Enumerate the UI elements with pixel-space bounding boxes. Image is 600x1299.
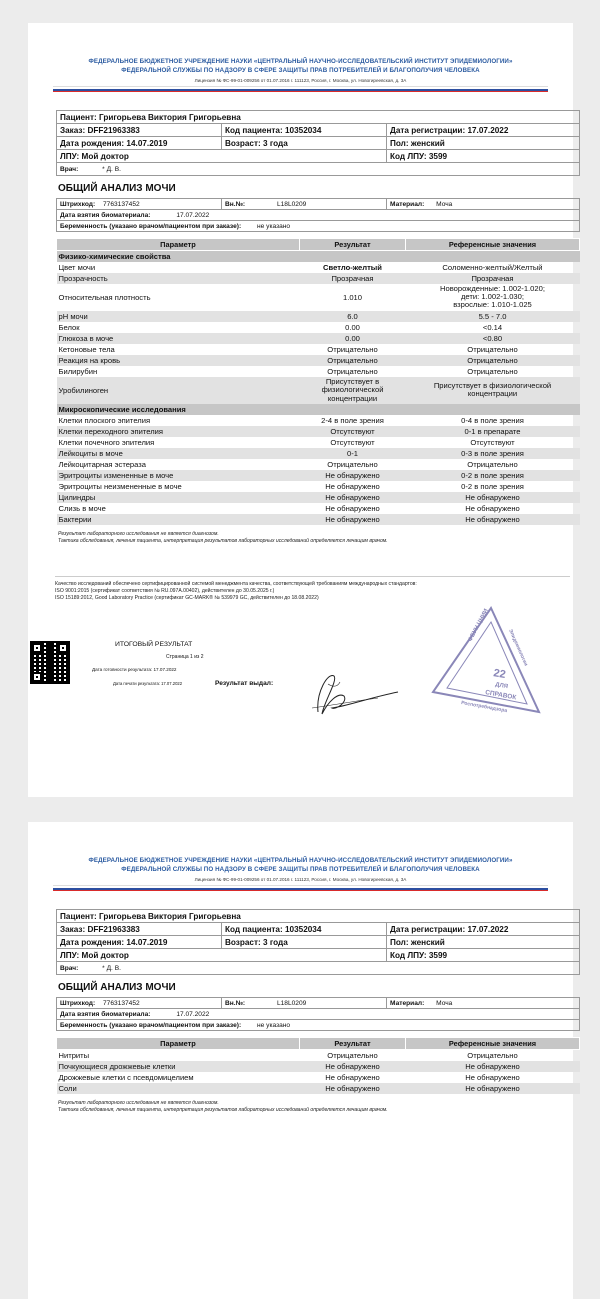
param-name: Реакция на кровь	[57, 355, 300, 366]
material-value: Моча	[436, 200, 453, 208]
result-value: 6.0	[300, 311, 406, 322]
org-line-2: ФЕДЕРАЛЬНОЙ СЛУЖБЫ ПО НАДЗОРУ В СФЕРЕ ЗАЩИТЫ ПРАВ ПОТРЕБИТЕЛЕЙ И БЛАГОПОЛУЧИЯ ЧЕЛОВЕКА	[121, 866, 480, 873]
ref-value: <0.80	[406, 333, 580, 344]
qr-code-icon	[30, 641, 70, 684]
ref-value: Соломенно-желтый/Желтый	[442, 262, 543, 272]
signature-icon	[288, 662, 408, 722]
result-value: Отсутствуют	[300, 426, 406, 437]
note-line-2: Тактика обследования, лечения пациента, интерпретация результатов лабораторных исследований определяется лечащим врачом.	[58, 1107, 388, 1113]
param-name: Клетки плоского эпителия	[58, 415, 151, 425]
table-row	[57, 492, 580, 503]
ref-value: Не обнаружено	[406, 1061, 580, 1072]
lpu-code: Код ЛПУ: 3599	[387, 150, 580, 163]
flag-stripe	[53, 885, 548, 891]
param-name: Лейкоциты в моче	[57, 448, 300, 459]
registration-date: Дата регистрации: 17.07.2022	[387, 124, 580, 137]
result-value: Отрицательно	[327, 366, 378, 376]
stamp-text-bottom: Роспотребнадзора	[460, 700, 508, 715]
result-value: Не обнаружено	[300, 470, 406, 481]
ref-value: 0-1 в препарате	[406, 426, 580, 437]
material-value: Моча	[436, 999, 453, 1007]
table-row	[57, 355, 580, 366]
patient-info	[56, 909, 580, 975]
param-name: Клетки переходного эпителия	[57, 426, 300, 437]
param-name: Кетоновые тела	[58, 344, 115, 354]
analysis-title: ОБЩИЙ АНАЛИЗ МОЧИ	[58, 183, 176, 194]
result-value: Отрицательно	[300, 355, 406, 366]
doctor-value: * Д. В.	[102, 165, 121, 173]
quality-line-3: ISO 15189:2012, Good Laboratory Practice (сертификат GC-MARK® № 539979 GC, действителен до 18.08.2022)	[55, 594, 319, 601]
param-name: Слизь в моче	[58, 503, 106, 513]
org-header	[28, 822, 573, 874]
result-value	[300, 377, 406, 404]
table-row	[57, 333, 580, 344]
result-value: Отсутствуют	[330, 437, 375, 447]
ref-line: дети: 1.002-1.030;	[461, 291, 524, 301]
col-result: Результат	[300, 239, 406, 251]
results-table	[56, 238, 580, 525]
order-number: Заказ: DFF21963383	[57, 124, 222, 137]
patient-code: Код пациента: 10352034	[222, 923, 387, 936]
sample-info	[56, 997, 580, 1031]
param-name: Дрожжевые клетки с псевдомицелием	[58, 1072, 194, 1082]
ref-value: Отрицательно	[467, 1050, 518, 1060]
param-name: Нитриты	[58, 1050, 90, 1060]
org-header	[28, 23, 573, 75]
ref-line: Присутствует в физиологической	[433, 380, 552, 390]
print-date: Дата печати результата: 17.07.2022	[113, 681, 183, 686]
col-ref: Референсные значения	[406, 239, 580, 251]
result-value: Не обнаружено	[325, 1072, 380, 1082]
barcode-value: 7763137452	[102, 999, 140, 1007]
result-value: Отрицательно	[327, 459, 378, 469]
param-name: Цилиндры	[57, 492, 300, 503]
result-value: 2-4 в поле зрения	[321, 415, 384, 425]
ref-value: Отрицательно	[467, 459, 518, 469]
section-physchem: Физико-химические свойства	[57, 251, 580, 262]
result-line: физиологической	[321, 385, 384, 395]
result-value: 0-1	[300, 448, 406, 459]
table-row	[57, 415, 580, 426]
results-table-page-2	[56, 1037, 580, 1094]
result-value: Не обнаружено	[325, 503, 380, 513]
ref-value: Не обнаружено	[406, 1083, 580, 1094]
barcode-label: Штрихкод:	[60, 200, 96, 208]
ref-value: 0-4 в поле зрения	[461, 415, 524, 425]
material-label: Материал:	[390, 200, 425, 208]
barcode-value: 7763137452	[102, 200, 140, 208]
stamp-text-top: ФБУН ЦНИИ	[467, 608, 490, 643]
ref-value: 0-2 в поле зрения	[461, 481, 524, 491]
result-line: концентрации	[327, 393, 378, 403]
birth-date: Дата рождения: 14.07.2019	[57, 137, 222, 150]
note-line-1: Результат лабораторного исследования не является диагнозом.	[58, 1099, 219, 1106]
param-name: Белок	[58, 322, 80, 332]
table-row	[57, 1050, 580, 1061]
ref-value	[406, 284, 580, 311]
table-row	[57, 437, 580, 448]
registration-date: Дата регистрации: 17.07.2022	[387, 923, 580, 936]
result-value: Не обнаружено	[300, 1083, 406, 1094]
param-name: Эритроциты неизмененные в моче	[58, 481, 182, 491]
doctor-row	[57, 962, 580, 975]
inner-no-label: Вн.№:	[225, 200, 246, 208]
quality-line-2: ISO 9001:2015 (сертификат соответствия № RU.097A.00402), действителен до 30.05.2025 г.)	[55, 587, 275, 594]
ref-value: Отрицательно	[406, 355, 580, 366]
ref-value: Отрицательно	[467, 366, 518, 376]
param-name: Эритроциты измененные в моче	[57, 470, 300, 481]
table-row	[57, 459, 580, 470]
stamp-text-side: Эпидемиологии	[507, 628, 529, 668]
table-row	[57, 1083, 580, 1094]
table-row	[57, 503, 580, 514]
ref-value: Отсутствуют	[470, 437, 515, 447]
result-value: Не обнаружено	[300, 514, 406, 525]
param-name: Относительная плотность	[58, 292, 151, 302]
result-value: Не обнаружено	[300, 1061, 406, 1072]
note-line-2: Тактика обследования, лечения пациента, интерпретация результатов лабораторных исследований определяется лечащим врачом.	[58, 538, 388, 545]
inner-no-label: Вн.№:	[225, 999, 246, 1007]
final-result-title: ИТОГОВЫЙ РЕЗУЛЬТАТ	[115, 641, 193, 648]
col-param: Параметр	[57, 1038, 300, 1050]
ready-date: Дата готовности результата: 17.07.2022	[92, 667, 177, 672]
ref-value: Не обнаружено	[406, 514, 580, 525]
table-row	[57, 366, 580, 377]
ref-value: 0-3 в поле зрения	[406, 448, 580, 459]
table-row	[57, 1061, 580, 1072]
report-page-2	[28, 822, 573, 1299]
quality-statement	[55, 576, 570, 602]
param-name: Бактерии	[57, 514, 300, 525]
sample-date-value: 17.07.2022	[176, 211, 210, 219]
lpu-code: Код ЛПУ: 3599	[387, 949, 580, 962]
disclaimer	[58, 1100, 573, 1115]
patient-name: Пациент: Григорьева Виктория Григорьевна	[57, 111, 580, 124]
doctor-value: * Д. В.	[102, 964, 121, 972]
ref-value: Не обнаружено	[465, 1072, 520, 1082]
patient-sex: Пол: женский	[387, 137, 580, 150]
ref-value: Прозрачная	[406, 273, 580, 284]
org-line-1: ФЕДЕРАЛЬНОЕ БЮДЖЕТНОЕ УЧРЕЖДЕНИЕ НАУКИ «ЦЕНТРАЛЬНЫЙ НАУЧНО-ИССЛЕДОВАТЕЛЬСКИЙ ИНСТИТУТ ЭПИДЕМИОЛОГИИ»	[88, 857, 513, 864]
analysis-title: ОБЩИЙ АНАЛИЗ МОЧИ	[58, 982, 176, 993]
result-value: 1.010	[342, 292, 362, 302]
result-value: Отрицательно	[327, 1050, 378, 1060]
col-ref: Референсные значения	[406, 1038, 580, 1050]
doctor-label: Врач:	[60, 964, 79, 972]
inner-no-value: L18L0209	[276, 200, 307, 208]
param-name: Клетки почечного эпителия	[58, 437, 155, 447]
table-row	[57, 377, 580, 404]
org-line-2: ФЕДЕРАЛЬНОЙ СЛУЖБЫ ПО НАДЗОРУ В СФЕРЕ ЗАЩИТЫ ПРАВ ПОТРЕБИТЕЛЕЙ И БЛАГОПОЛУЧИЯ ЧЕЛОВЕКА	[121, 67, 480, 74]
stamp-icon	[425, 600, 545, 725]
ref-line: Новорожденные: 1.002-1.020;	[440, 283, 545, 293]
page-number: Страница 1 из 2	[166, 654, 204, 660]
ref-value: <0.14	[482, 322, 503, 332]
sample-date-value: 17.07.2022	[176, 1010, 210, 1018]
note-line-1: Результат лабораторного исследования не является диагнозом.	[58, 530, 219, 537]
table-row	[57, 273, 580, 284]
param-name: pH мочи	[57, 311, 300, 322]
ref-line: взрослые: 1.010-1.025	[453, 300, 532, 310]
param-name: Билирубин	[58, 366, 98, 376]
sample-date-label: Дата взятия биоматериала:	[60, 1010, 151, 1018]
stamp-word-1: ДЛЯ	[494, 682, 509, 691]
material-label: Материал:	[390, 999, 425, 1007]
col-result: Результат	[300, 1038, 406, 1050]
micro-rows	[57, 415, 580, 525]
table-row	[57, 470, 580, 481]
org-line-1: ФЕДЕРАЛЬНОЕ БЮДЖЕТНОЕ УЧРЕЖДЕНИЕ НАУКИ «ЦЕНТРАЛЬНЫЙ НАУЧНО-ИССЛЕДОВАТЕЛЬСКИЙ ИНСТИТУТ ЭПИДЕМИОЛОГИИ»	[88, 58, 513, 65]
inner-no-value: L18L0209	[276, 999, 307, 1007]
param-name: Прозрачность	[57, 273, 300, 284]
patient-name: Пациент: Григорьева Виктория Григорьевна	[57, 910, 580, 923]
table-row	[57, 262, 580, 273]
pregnancy-label: Беременность (указано врачом/пациентом при заказе):	[60, 222, 242, 230]
sample-info	[56, 198, 580, 232]
ref-value	[406, 377, 580, 404]
param-name: Цвет мочи	[58, 262, 96, 272]
result-value: Светло-желтый	[323, 262, 382, 272]
lpu-name: ЛПУ: Мой доктор	[57, 949, 387, 962]
pregnancy-value: не указано	[257, 222, 291, 230]
disclaimer	[58, 531, 573, 546]
section-micro: Микроскопические исследования	[57, 404, 580, 415]
result-value: Отрицательно	[327, 344, 378, 354]
license-line: Лицензия № ФС-99-01-009256 от 01.07.2016 г. 111123, Россия, г. Москва, ул. Новогиреевская, д. 3А	[194, 877, 407, 882]
ref-line: концентрации	[467, 389, 518, 399]
page2-rows	[57, 1050, 580, 1094]
pregnancy-label: Беременность (указано врачом/пациентом при заказе):	[60, 1021, 242, 1029]
result-line: Присутствует в	[325, 376, 380, 386]
doctor-label: Врач:	[60, 165, 79, 173]
table-row	[57, 311, 580, 322]
table-row	[57, 344, 580, 355]
license-line: Лицензия № ФС-99-01-009256 от 01.07.2016 г. 111123, Россия, г. Москва, ул. Новогиреевская, д. 3А	[194, 78, 407, 83]
patient-sex: Пол: женский	[387, 936, 580, 949]
ref-value: Не обнаружено	[465, 503, 520, 513]
param-name: Почкующиеся дрожжевые клетки	[57, 1061, 300, 1072]
table-row	[57, 1072, 580, 1083]
result-value: Не обнаружено	[300, 492, 406, 503]
result-value: 0.00	[345, 322, 360, 332]
param-name: Лейкоцитарная эстераза	[58, 459, 147, 469]
ref-value: 0-2 в поле зрения	[406, 470, 580, 481]
col-param: Параметр	[57, 239, 300, 251]
table-row	[57, 514, 580, 525]
param-name: Соли	[57, 1083, 300, 1094]
patient-age: Возраст: 3 года	[222, 936, 387, 949]
table-row	[57, 448, 580, 459]
stamp-number: 22	[492, 667, 507, 682]
order-number: Заказ: DFF21963383	[57, 923, 222, 936]
quality-line-1: Качество исследований обеспечено сертифицированной системой менеджмента качества, соответствующей требованиям международных стандартов:	[55, 580, 417, 587]
ref-value: Не обнаружено	[406, 492, 580, 503]
pregnancy-value: не указано	[257, 1021, 291, 1029]
param-name: Уробилиноген	[57, 377, 300, 404]
birth-date: Дата рождения: 14.07.2019	[57, 936, 222, 949]
issued-by-label: Результат выдал:	[215, 680, 274, 687]
stamp-word-2: СПРАВОК	[484, 689, 517, 702]
table-row	[57, 426, 580, 437]
patient-code: Код пациента: 10352034	[222, 124, 387, 137]
patient-info	[56, 110, 580, 176]
barcode-label: Штрихкод:	[60, 999, 96, 1007]
param-name: Глюкоза в моче	[57, 333, 300, 344]
sample-date-label: Дата взятия биоматериала:	[60, 211, 151, 219]
lpu-name: ЛПУ: Мой доктор	[57, 150, 387, 163]
result-value: 0.00	[300, 333, 406, 344]
result-value: Не обнаружено	[325, 481, 380, 491]
table-row	[57, 322, 580, 333]
ref-value: Отрицательно	[467, 344, 518, 354]
ref-value: 5.5 - 7.0	[406, 311, 580, 322]
doctor-row	[57, 163, 580, 176]
table-row	[57, 284, 580, 311]
table-row	[57, 481, 580, 492]
flag-stripe	[53, 86, 548, 92]
patient-age: Возраст: 3 года	[222, 137, 387, 150]
result-value: Прозрачная	[300, 273, 406, 284]
